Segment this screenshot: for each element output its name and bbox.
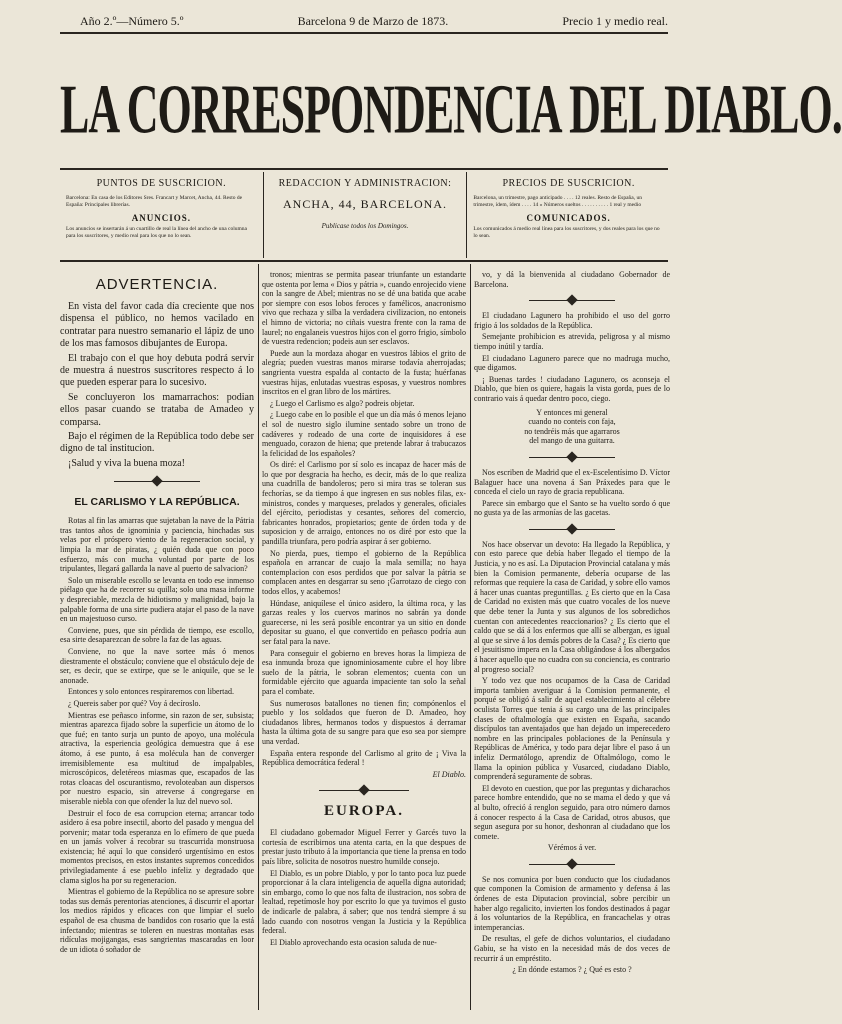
- article-paragraph: Nos escriben de Madrid que el ex-Escelentísimo D. Víctor Balaguer hace una novena á San Práxedes para que le conceda el cielo un rayo de gracia republicana.: [474, 467, 670, 497]
- article-paragraph: Entonces y solo entonces respiraremos con libertad.: [68, 687, 234, 697]
- article-paragraph: Solo un miserable escollo se levanta en todo ese inmenso piélago que ha de recorrer su quilla; solo una masa informe y despreciable, mezcla de hidiotismo y malignidad, bajo la palpable forma de una sirte pudiera atajar el paso de la nave en un majestuoso curso.: [60, 575, 254, 624]
- ornament-divider: [474, 452, 670, 462]
- column-1: [60, 270, 254, 1006]
- verse-line: del mango de una guitarra.: [529, 436, 615, 446]
- ornament-divider: [474, 859, 670, 869]
- advertencia-paragraph: ¡Salud y viva la buena moza!: [68, 457, 185, 469]
- subscription-prices-box: [466, 172, 670, 258]
- masthead-rule: [60, 168, 668, 170]
- article-paragraph: Vérémos á ver.: [547, 843, 597, 853]
- ads-note: Los anuncios se insertarán á un cuartillo de real la línea del ancho de una columna para los suscritores, y medio real para los que no lo sean.: [66, 226, 247, 239]
- issue-number: Año 2.º—Número 5.º: [80, 14, 184, 28]
- article-paragraph: Nos hace observar un devoto: Ha llegado la República, y con esto parece que debía haber llegado el tiempo de la Justicia, y no es así. La Diputacion Provincial catalana y más bien la Comision permanente, debería ocuparse de las reformas que requiere la casa de Caridad, y sobre ello vamos á hacer unas cuantas preguntillas. ¿ Es cierto que en la Casa de Caridad no existen más que cuatro vocales de los nueve que debe tener la Junta y sus algunos de los sobredichos cuentan con antecedentes reaccionarios? ¿ Es cierto que el caldo que se dá á los enfermos que allí se albergan, es igual al que se sirve á los demás pobres de la Casa? ¿ Es cierto que el jesuitismo impera en la Casa obligándose á los albergados á hacer aquello que no cuadra con su conciencia, es contrario al progreso social?: [474, 539, 670, 674]
- article-signature: El Diablo.: [432, 769, 466, 779]
- article-paragraph: Mientras el gobierno de la República no se apresure sobre todas sus demás perentorias atenciones, á discurrir el aportar los medios rápidos y eficaces con que limpiar el suelo español de esa chusma de bandidos con rosario que la está infectando; mientras se toleren en nuestras montañas esas ridículas mojigangas, esas sangrientas mascaradas en loor de un idiota ó soñador de: [60, 887, 254, 954]
- article-paragraph: Rotas al fin las amarras que sujetaban la nave de la Pátria tras tantos años de ignominia y paciencia, hinchadas sus velas por el próspero viento de la regeneracion social, y limpia la mar de piratas, ¿ quién duda que con poco esfuerzo, más con mucha voluntad por parte de los tripulantes, llegará gallarda la nave al puerto de salvacion?: [60, 516, 254, 574]
- article-paragraph: ¡ Buenas tardes ! ciudadano Lagunero, os aconseja el Diablo, que bien os quiere, hagais la vista gorda, pues de lo contrario vais á quedar dentro poco, ciego.: [474, 374, 670, 403]
- article-paragraph: El devoto en cuestion, que por las preguntas y dicharachos parece hombre entendido, que no se mama el dedo y que vá al bulto, ofreció á renglon seguido, para otro número darnos á conocer respecto á la Casa de Caridad, otros abusos, que segun asegura por su honor, deshonran al ciudadano que los comete.: [474, 783, 670, 841]
- verse-line: no tendréis más que agarraros: [524, 426, 620, 436]
- subscription-points-title: PUNTOS DE SUSCRICION.: [96, 178, 227, 189]
- masthead-title: LA CORRESPONDENCIA DEL DIABLO.: [60, 70, 842, 149]
- article-paragraph: vo, y dá la bienvenida al ciudadano Gobernador de Barcelona.: [474, 270, 670, 289]
- advertencia-heading: ADVERTENCIA.: [95, 276, 219, 293]
- subscription-points-box: [60, 172, 263, 258]
- article-paragraph: Se nos comunica por buen conducto que los ciudadanos que componen la Comision de armamento y defensa á las órdenes de esta Diputacion provincial, sobre percibir un haber algo regalicito, invierten los fondos destinados á pagar á los voluntarios de la República, en francachelas y otras intemperancias.: [474, 874, 670, 932]
- issue-price: Precio 1 y medio real.: [562, 14, 668, 28]
- article-paragraph: Puede aun la mordaza ahogar en vuestros lábios el grito de alegría; pueden vuestras manos mirarse todavía aherrojadas; sangrienta vuestra espalda al contacto de la fusta; huérfanas vuestras hijas, enlutadas vuestras esposas, y vuestros nombres inscritos en el gran libro de los mártires.: [262, 348, 466, 397]
- article-paragraph: Húndase, aniquílese el único asidero, la última roca, y las garzas reales y los cuervos marinos no sabrán ya donde guarecerse, ni les será posible encontrar ya un sitio en donde depositar su guano, el que convertido en peñasco podría aun ser fatal para la nave.: [262, 598, 466, 646]
- article-paragraph: Sus numerosos batallones no tienen fin; compónenlos el pueblo y los soldados que fueron de D. Amadeo, hoy ciudadanos libres, hermanos todos y dispuestos á derramar hasta la última gota de su sangre para que eso sea por siempre una verdad.: [262, 698, 466, 746]
- ornament-divider: [474, 295, 670, 305]
- article-paragraph: ¿ Luego cabe en lo posible el que un día más ó menos lejano el sol de nuestro siglo ilumine sentado sobre un trono de cadáveres y rodeado de una corte de inquisidores á ese menguado, corazon de hiena; que pretende labrar á trabucazos la felicidad de los españoles?: [262, 410, 466, 458]
- article-paragraph: Os diré: el Carlismo por sí solo es incapaz de hacer más de lo que por desgracia ha hecho, es decir, más de lo que realiza una cuadrilla de bandoleros; pero si mira tras se toleran sus fechorías, se da tiempo á que ingresen en sus nobles filas, ex-ministros, condes y marqueses, prelados y generales, oficiales del ejército, periodistas y cesantes, señores del comercio, fabricantes honrados, propietarios; gente de órden toda y de suposicion y de arraigo, entonces no os diré por esto que la pandilla triunfara, pero podría aspirar á ser gobierno.: [262, 460, 466, 547]
- ornament-divider: [60, 476, 254, 486]
- article-paragraph: ¿ Quereis saber por qué? Voy á decíroslo.: [68, 698, 201, 708]
- article-paragraph: ¿ Luego el Carlismo es algo? podreis objetar.: [270, 398, 415, 408]
- editorial-office-box: [263, 172, 467, 258]
- column-2: [262, 270, 466, 1006]
- editorial-office-title: REDACCION Y ADMINISTRACION:: [278, 178, 452, 189]
- subscription-rates: Barcelona, un trimestre, pago anticipado . . . . 12 reales. Resto de España, un trimestre, ídem, ídem . . . . 14 » Números sueltos . . . . . . . . . . 1 real y medio: [473, 195, 642, 208]
- infobar-rule: [60, 260, 668, 262]
- article-paragraph: Parece sin embargo que el Santo se ha vuelto sordo ó que no gusta ya de las armonías de las gacetas.: [474, 498, 670, 518]
- article-paragraph: El ciudadano gobernador Miguel Ferrer y Garcés tuvo la cortesía de escribirnos una atenta carta, en la que despues de prestar justo tributo á la importancia que tiene la prensa en todo país libre, solicita de nosotros nuestro humilde consejo.: [262, 828, 466, 867]
- advertencia-paragraph: Se concluyeron los mamarrachos: podian ellos pasar cuando se trataba de Amadeo y comparsa.: [60, 391, 254, 428]
- ornament-divider: [474, 524, 670, 534]
- advertencia-paragraph: Bajo el régimen de la República todo debe ser digno de tal institucion.: [60, 431, 254, 455]
- article-paragraph: ¿ En dónde estamos ? ¿ Qué es esto ?: [512, 965, 632, 975]
- ads-heading: ANUNCIOS.: [131, 213, 191, 223]
- article-paragraph: Mientras ese peñasco informe, sin razon de ser, subsista; mientras aparezca fijado sobre la superficie un átomo de lo que fué; en tanto surja un punto de apoyo, una molécula atractiva, la esperiencia geológica demuestra que á ese átomo, á ese punto, á esa molécula han de converger irremisiblemente esa multitud de ímpalpables, microscópicos, deletéreos miasmas que, escapados de las rotas cloacas del oscurantismo, revoloteaban aun dispersos por nuestro espacio, sin atreverse á congregarse en miserable niebla con que ofender la luz del nuevo sol.: [60, 710, 254, 806]
- carlismo-heading: EL CARLISMO Y LA REPÚBLICA.: [74, 496, 240, 509]
- editorial-office-address: ANCHA, 44, BARCELONA.: [283, 197, 448, 211]
- subscription-prices-title: PRECIOS DE SUSCRICION.: [502, 178, 635, 189]
- advertencia-paragraph: El trabajo con el que hoy debuta podrá servir de muestra á nuestros suscritores respecto á lo que pueden esperar para lo sucesivo.: [60, 352, 254, 389]
- communiques-note: Los comunicados á medio real línea para los suscritores, y dos reales para los que no lo sean.: [473, 226, 660, 239]
- article-paragraph: Para conseguir el gobierno en breves horas la limpieza de esa inmunda broza que ignominiosamente cubre el hoy libre suelo de la pátria, le sobran elementos; cuenta con un formidable ejército que aguarda impaciente tan solo la señal para el combate.: [262, 648, 466, 696]
- article-paragraph: No pierda, pues, tiempo el gobierno de la República española en arrancar de cuajo la mala semilla; no haya contemplacion con esos perdidos que por salvar la pátria se complacen antes en desgarrar su seno ¡Garrotazo de ciego con todos ellos, y acabemos!: [262, 548, 466, 596]
- article-paragraph: Semejante prohibicion es atrevida, peligrosa y al mismo tiempo inútil y tardía.: [474, 332, 670, 351]
- publication-schedule: Publicase todos los Domingos.: [321, 222, 409, 230]
- article-paragraph: El ciudadano Lagunero ha prohibido el uso del gorro frigio á los soldados de la República.: [474, 311, 670, 330]
- article-paragraph: Y todo vez que nos ocupamos de la Casa de Caridad importa tambien averiguar á la Comision permanente, el porqué se obligó á salir de aquel establecimiento al célebre oculista Torres que tenia á su cargo una de las principales clases de oftalmología que existen en España, sacando discípulos tan aventajados que han dejado un imperecedero nombre en las principales poblaciones de la Península y Repúblicas de América, y todo para dejar libre el paso á un infeliz Dermatólogo, aprendiz de Oftalmólogo, como le llama la opinion pública y Vusarced, ciudadano Diablo, comprenderá seguramente de sobras.: [474, 676, 670, 782]
- article-paragraph: España entera responde del Carlismo al grito de ¡ Viva la República democrática federal !: [262, 748, 466, 768]
- advertencia-paragraph: En vista del favor cada día creciente que nos dispensa el público, no hemos vacilado en contratar para nuestro semanario el lápiz de uno de los mas famosos dibujantes de Europa.: [60, 301, 254, 350]
- article-paragraph: El Diablo, es un pobre Diablo, y por lo tanto poca luz puede proporcionar á la clara inteligencia de aquella digna autoridad; sin embargo, como lo que nos falta de ilustracion, nos sobra de lealtad, repetímosle hoy por escrito lo que ya tuvimos el gusto de indicarle de palabra, á saber; que nos tendrá siempre á su lado cuando con nosotros vengan la Justicia y la República federal.: [262, 868, 466, 936]
- verse-line: Y entonces mi general: [536, 407, 608, 417]
- article-paragraph: Destruir el foco de esa corrupcion eterna; arrancar todo asidero á esa pobre insectil, aborto del pasado y mengua del porvenir; matar toda esperanza en lo efímero de que pueda en un jamás volver á recobrar su trascurrida monstruosa existencia; hé aquí lo que consideró urgentísimo en estos momentos precisos, en estos instantes supremos concedidos privilegiadamente á ese pueblo infeliz y degradado que clama siglos ha por su regeneracion.: [60, 808, 254, 885]
- subscription-points-text: Barcelona: En casa de los Editores Sres. Francart y Marcet, Ancha, 44. Resto de España: Principales librerías.: [66, 195, 243, 208]
- article-paragraph: Conviene, pues, que sin pérdida de tiempo, ese escollo, esa sirte desaparezcan de sobre la faz de las aguas.: [60, 625, 254, 645]
- issue-line: [80, 14, 668, 29]
- article-paragraph: El Diablo aprovechando esta ocasion saluda de nue-: [270, 937, 437, 947]
- article-paragraph: El ciudadano Lagunero parece que no madruga mucho, que digamos.: [474, 353, 670, 373]
- verse-block: [474, 408, 670, 446]
- communiques-heading: COMUNICADOS.: [526, 213, 611, 223]
- ornament-divider: [262, 785, 466, 795]
- column-3: [474, 270, 670, 1006]
- column-divider-1: [258, 264, 259, 1010]
- column-divider-2: [470, 264, 471, 1010]
- europa-heading: EUROPA.: [324, 803, 404, 820]
- verse-line: cuando no conteis con faja,: [528, 417, 616, 427]
- issue-date: Barcelona 9 de Marzo de 1873.: [297, 14, 449, 28]
- article-paragraph: De resultas, el gefe de dichos voluntarios, el ciudadano Gabiu, se ha visto en la necesidad más de dos veces de recurrir á un empréstito.: [474, 934, 670, 963]
- article-paragraph: Conviene, no que la nave sortee más ó menos diestramente el obstáculo; conviene que el obstáculo deje de ser, es decir, que se extirpe, que se le aniquile, que se le anonade.: [60, 647, 254, 685]
- subscription-info-bar: [60, 172, 670, 258]
- article-paragraph: tronos; mientras se permita pasear triunfante un estandarte que ostenta por lema « Dios y pátria », cuando enrojecido viene con la sangre de Abel; mientras no se dé una batida que acabe por siempre con esos lobos feroces y famélicos, anacronismo vivo que rechaza y silba la verdadera civilizacion, no entoneis el himno de victoria; no ciñais vuestra frente con la rama de laurel; no engalaneis vuestros hijos con el gorro frigio, símbolo de vuestra redencion; podeis aun ser esclavos.: [262, 270, 466, 347]
